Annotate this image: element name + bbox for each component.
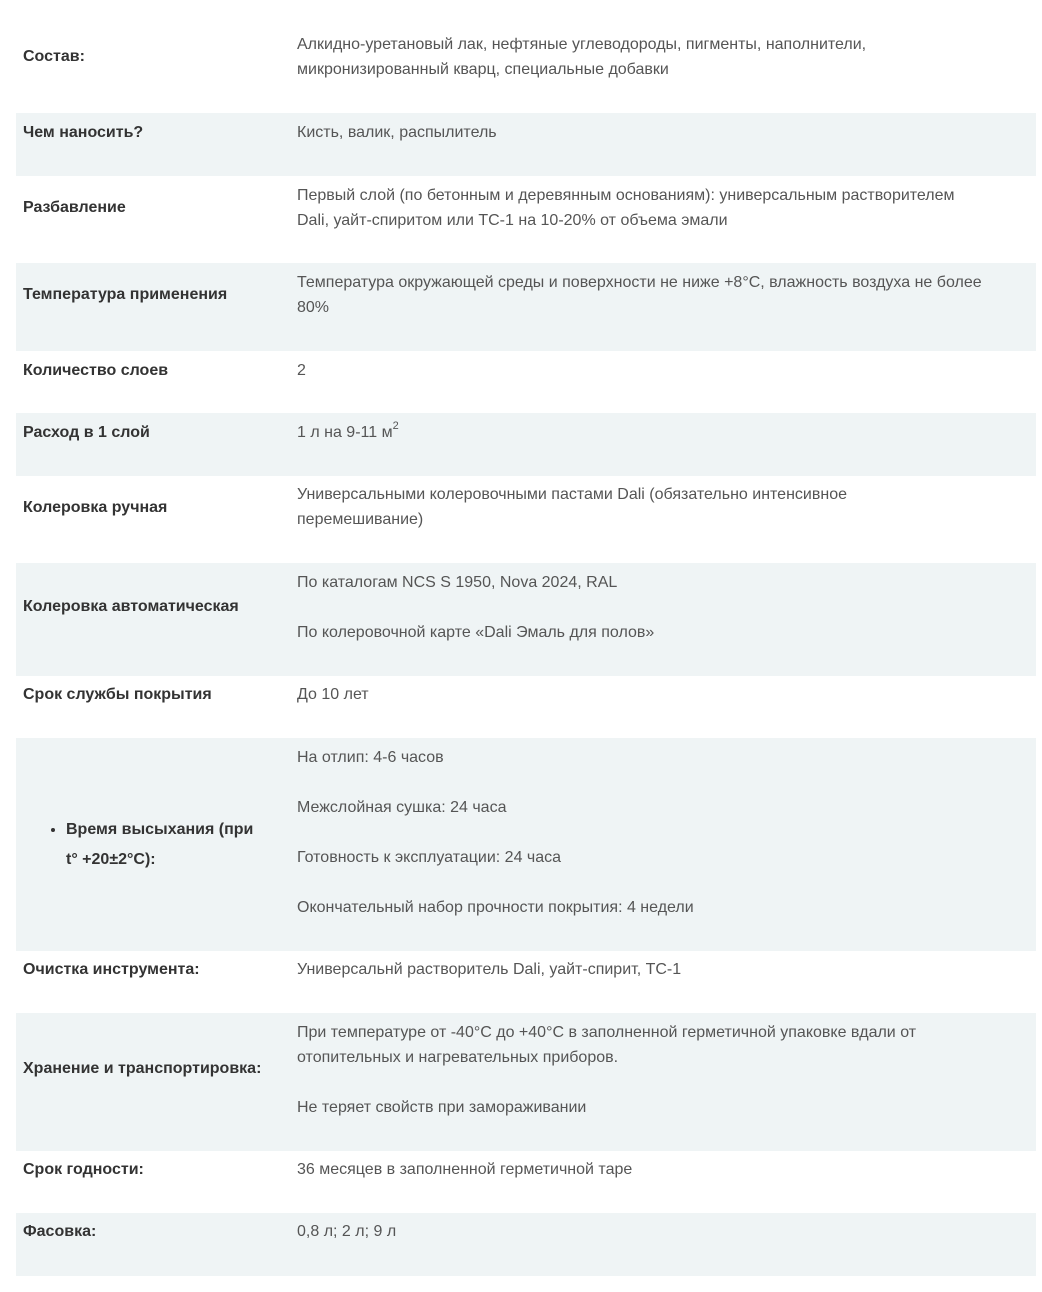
spec-row-automatic-tinting	[16, 563, 1036, 676]
list-item: • Время высыхания (при t° +20±2°C):	[66, 815, 285, 875]
spec-label: Количество слоев	[23, 362, 169, 379]
spec-row-consumption	[16, 413, 1036, 476]
spec-row-application-temperature	[16, 263, 1036, 351]
spec-label: Фасовка:	[23, 1223, 97, 1240]
drying-time-label-list	[16, 815, 285, 875]
spec-row-drying-time	[16, 738, 1036, 951]
spec-label: Срок службы покрытия	[23, 686, 212, 703]
spec-row-composition	[16, 0, 1036, 113]
spec-value: Алкидно-уретановый лак, нефтяные углеводороды, пигменты, наполнители, микронизированный кварц, специальные добавки	[297, 36, 867, 78]
spec-value: 2	[297, 362, 306, 379]
consumption-value: 1 л на 9-11 м	[297, 424, 393, 441]
spec-label: Разбавление	[23, 199, 126, 216]
spec-value	[289, 413, 1036, 476]
spec-label: Состав:	[23, 48, 85, 65]
spec-label: Колеровка ручная	[23, 499, 168, 516]
spec-row-dilution	[16, 176, 1036, 263]
spec-label: Очистка инструмента:	[23, 961, 200, 978]
spec-label: Чем наносить?	[23, 124, 144, 141]
spec-value: Кисть, валик, распылитель	[297, 124, 497, 141]
spec-value: Первый слой (по бетонным и деревянным основаниям): универсальным растворителем Dali, уайт-спиритом или ТС-1 на 10-20% от объема эмали	[297, 187, 955, 229]
spec-label: Температура применения	[23, 286, 228, 303]
spec-row-manual-tinting	[16, 476, 1036, 563]
spec-row-packaging	[16, 1213, 1036, 1276]
square-superscript: 2	[392, 419, 399, 432]
spec-row-service-life	[16, 676, 1036, 738]
spec-value: По каталогам NCS S 1950, Nova 2024, RAL По колеровочной карте «Dali Эмаль для полов»	[297, 574, 655, 641]
spec-label: Срок годности:	[23, 1161, 144, 1178]
spec-row-coats-count	[16, 351, 1036, 413]
spec-value: До 10 лет	[297, 686, 369, 703]
spec-value: 0,8 л; 2 л; 9 л	[297, 1223, 397, 1240]
spec-value: Температура окружающей среды и поверхности не ниже +8°C, влажность воздуха не более 80%	[297, 274, 982, 316]
spec-row-tool-cleaning	[16, 951, 1036, 1013]
spec-value: Универсальнй растворитель Dali, уайт-спирит, ТС-1	[297, 961, 682, 978]
spec-row-application-tools	[16, 113, 1036, 176]
spec-value: При температуре от -40°C до +40°C в заполненной герметичной упаковке вдали от отопительных и нагревательных приборов. Не теряет свойств при замораживании	[297, 1024, 917, 1116]
spec-label: Колеровка автоматическая	[23, 598, 239, 615]
spec-label: Хранение и транспортировка:	[23, 1060, 262, 1077]
spec-row-storage-transport	[16, 1013, 1036, 1151]
spec-label: Расход в 1 слой	[23, 424, 150, 441]
spec-value: Универсальными колеровочными пастами Dali (обязательно интенсивное перемешивание)	[297, 486, 847, 528]
spec-value: 36 месяцев в заполненной герметичной таре	[297, 1161, 633, 1178]
specifications-table	[16, 0, 1036, 1276]
spec-value: На отлип: 4-6 часов Межслойная сушка: 24 часа Готовность к эксплуатации: 24 часа Окончательный набор прочности покрытия: 4 недели	[297, 749, 694, 916]
spec-row-shelf-life	[16, 1151, 1036, 1213]
spec-label	[16, 738, 289, 951]
